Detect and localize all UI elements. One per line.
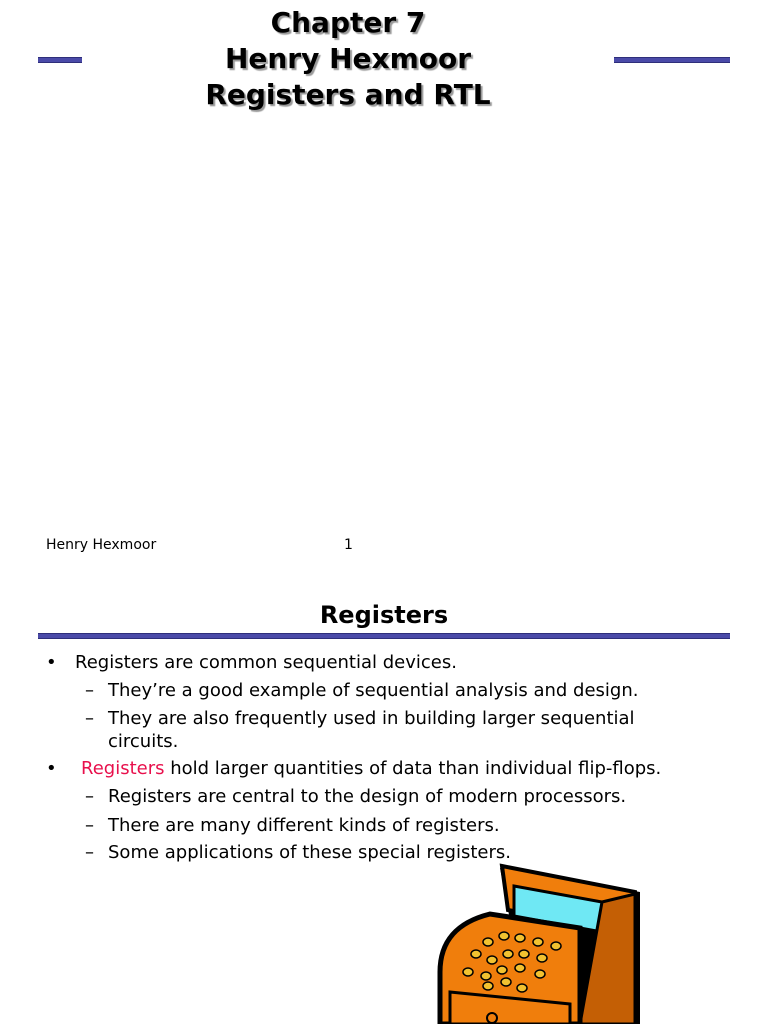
slide-1-title-line-2: Henry Hexmoor bbox=[224, 42, 472, 75]
footer-page-number: 1 bbox=[344, 537, 353, 553]
bullet-2-sub-3: Some applications of these special registers. bbox=[108, 842, 511, 863]
bullet-2-text bbox=[81, 757, 661, 780]
bullet-1-sub-2-continued: circuits. bbox=[108, 731, 179, 752]
dash-marker: – bbox=[85, 786, 94, 807]
dash-marker: – bbox=[85, 708, 94, 729]
bullet-2-highlight: Registers bbox=[81, 758, 165, 779]
bullet-marker: • bbox=[46, 758, 57, 779]
dash-marker: – bbox=[85, 842, 94, 863]
bullet-2-sub-1: Registers are central to the design of modern processors. bbox=[108, 786, 627, 807]
bullet-1-text: Registers are common sequential devices. bbox=[75, 652, 457, 673]
bullet-1-sub-2: They are also frequently used in building larger sequential bbox=[108, 708, 635, 729]
bullet-2-sub-2: There are many different kinds of registers. bbox=[108, 815, 500, 836]
slide-1-title-line-1: Chapter 7 bbox=[270, 6, 426, 39]
footer-author: Henry Hexmoor bbox=[46, 537, 157, 553]
bullet-marker: • bbox=[46, 652, 57, 673]
bullet-2-rest: hold larger quantities of data than individual flip-flops. bbox=[164, 758, 662, 779]
dash-marker: – bbox=[85, 815, 94, 836]
slide-1-title-line-3: Registers and RTL bbox=[205, 78, 491, 111]
dash-marker: – bbox=[85, 680, 94, 701]
slide-2-title: Registers bbox=[319, 601, 449, 629]
bullet-1-sub-1: They’re a good example of sequential analysis and design. bbox=[108, 680, 639, 701]
cash-register-icon bbox=[430, 862, 645, 1024]
slide-2-title-rule bbox=[38, 633, 730, 639]
